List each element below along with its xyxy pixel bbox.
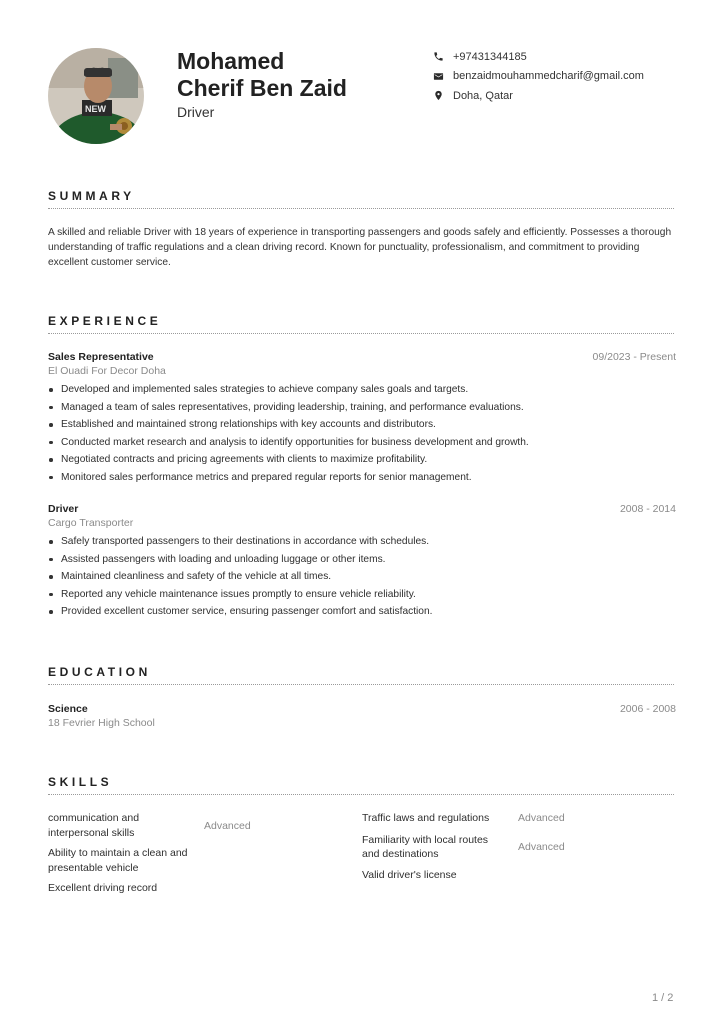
skill-name: Excellent driving record (48, 882, 158, 894)
location-value: Doha, Qatar (453, 89, 513, 102)
skills-divider (48, 794, 674, 795)
contact-email (432, 67, 644, 87)
bullet-item: Conducted market research and analysis to identify opportunities for business development and growth. (48, 434, 676, 452)
skill-item (48, 811, 251, 840)
job-dates: 2008 - 2014 (619, 503, 676, 515)
job-role: Driver (48, 503, 79, 515)
experience-divider (48, 333, 674, 334)
bullet-item: Safely transported passengers to their destinations in accordance with schedules. (48, 533, 676, 551)
job-role: Sales Representative (48, 351, 154, 363)
school-name: 18 Fevrier High School (48, 717, 155, 729)
education-divider (48, 684, 674, 685)
skill-item (48, 846, 188, 875)
skill-level: Advanced (518, 840, 565, 853)
job-title: Driver (177, 104, 215, 120)
contact-location (432, 86, 644, 106)
profile-photo (48, 48, 144, 144)
education-heading: EDUCATION (48, 665, 151, 679)
skill-level: Advanced (204, 820, 251, 832)
job-company: El Ouadi For Decor Doha (48, 365, 166, 377)
summary-divider (48, 208, 674, 209)
email-value[interactable]: benzaidmouhammedcharif@gmail.com (453, 70, 644, 83)
page-number: 1 / 2 (652, 992, 674, 1004)
job-dates: 09/2023 - Present (592, 351, 676, 363)
location-pin-icon (432, 90, 444, 102)
bullet-item: Managed a team of sales representatives, providing leadership, training, and performance evaluations. (48, 399, 676, 417)
skills-left-column (48, 811, 348, 896)
skill-name: Familiarity with local routes and destinations (362, 833, 489, 860)
education-dates: 2006 - 2008 (619, 703, 676, 715)
bullet-item: Established and maintained strong relationships with key accounts and distributors. (48, 416, 676, 434)
bullet-item: Developed and implemented sales strategies to achieve company sales goals and targets. (48, 381, 676, 399)
skill-name: Traffic laws and regulations (362, 812, 490, 824)
skill-item (362, 811, 565, 826)
summary-heading: SUMMARY (48, 189, 135, 203)
bullet-item: Provided excellent customer service, ensuring passenger comfort and satisfaction. (48, 603, 676, 621)
skill-item (362, 868, 512, 883)
contact-phone (432, 47, 644, 67)
skill-item (48, 881, 208, 896)
education-entry (48, 703, 676, 729)
bullet-item: Assisted passengers with loading and unloading luggage or other items. (48, 551, 676, 569)
job-bullets (48, 381, 676, 487)
job-company: Cargo Transporter (48, 517, 134, 529)
skill-name: Ability to maintain a clean and presentable vehicle (48, 847, 188, 874)
skills-heading: SKILLS (48, 775, 113, 789)
summary-text: A skilled and reliable Driver with 18 years of experience in transporting passengers and goods safely and efficiently. Possesses a thorough understanding of traffic regulations and a clean driving record. Known for punctuality, professionalism, and commitment to providing excellent customer service. (48, 227, 672, 269)
skills-right-column (362, 811, 662, 882)
experience-entry (48, 503, 676, 621)
email-icon (432, 70, 444, 82)
experience-heading: EXPERIENCE (48, 314, 162, 328)
skill-name: Valid driver's license (362, 868, 457, 881)
degree: Science (48, 703, 88, 715)
name-line-2: Cherif Ben Zaid (177, 75, 347, 101)
svg-text:NEW: NEW (85, 104, 106, 114)
candidate-name (177, 48, 347, 102)
job-bullets (48, 533, 676, 621)
skill-name: communication and interpersonal skills (48, 812, 140, 839)
skill-level: Advanced (518, 812, 565, 824)
bullet-item: Maintained cleanliness and safety of the vehicle at all times. (48, 568, 676, 586)
contact-info (432, 47, 644, 106)
bullet-item: Monitored sales performance metrics and prepared regular reports for senior management. (48, 469, 676, 487)
name-line-1: Mohamed (177, 48, 285, 74)
bullet-item: Reported any vehicle maintenance issues promptly to ensure vehicle reliability. (48, 586, 676, 604)
bullet-item: Negotiated contracts and pricing agreements with clients to maximize profitability. (48, 451, 676, 469)
experience-entry (48, 351, 676, 487)
phone-icon (432, 51, 444, 63)
phone-value[interactable]: +97431344185 (453, 50, 527, 63)
skill-item (362, 833, 565, 862)
